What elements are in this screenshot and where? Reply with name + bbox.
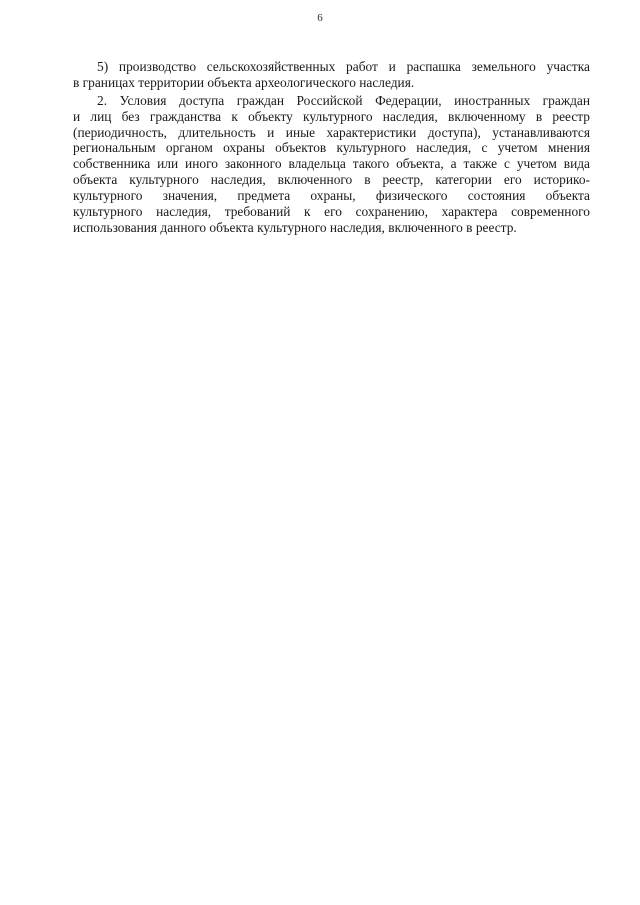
text-line: 2. Условия доступа граждан Российской Федерации, иностранных граждан <box>97 92 590 108</box>
text-line: и лиц без гражданства к объекту культурного наследия, включенному в реестр <box>73 108 590 124</box>
text-line: в границах территории объекта археологического наследия. <box>73 74 415 90</box>
paragraph-access-conditions <box>73 93 590 236</box>
paragraph-item-5 <box>73 59 590 91</box>
text-line: объекта культурного наследия, включенного в реестр, категории его историко- <box>73 172 590 188</box>
text-line: региональным органом охраны объектов культурного наследия, с учетом мнения <box>73 140 590 156</box>
text-line: (периодичность, длительность и иные характеристики доступа), устанавливаются <box>73 124 590 140</box>
page-number: 6 <box>317 12 323 24</box>
text-line: культурного наследия, требований к его сохранению, характера современного <box>73 204 590 220</box>
text-line: использования данного объекта культурного наследия, включенного в реестр. <box>73 219 517 235</box>
text-line: собственника или иного законного владельца такого объекта, а также с учетом вида <box>73 156 590 172</box>
document-body <box>73 59 590 236</box>
text-line: культурного значения, предмета охраны, физического состояния объекта <box>73 188 590 204</box>
text-line: 5) производство сельскохозяйственных работ и распашка земельного участка <box>97 59 590 74</box>
